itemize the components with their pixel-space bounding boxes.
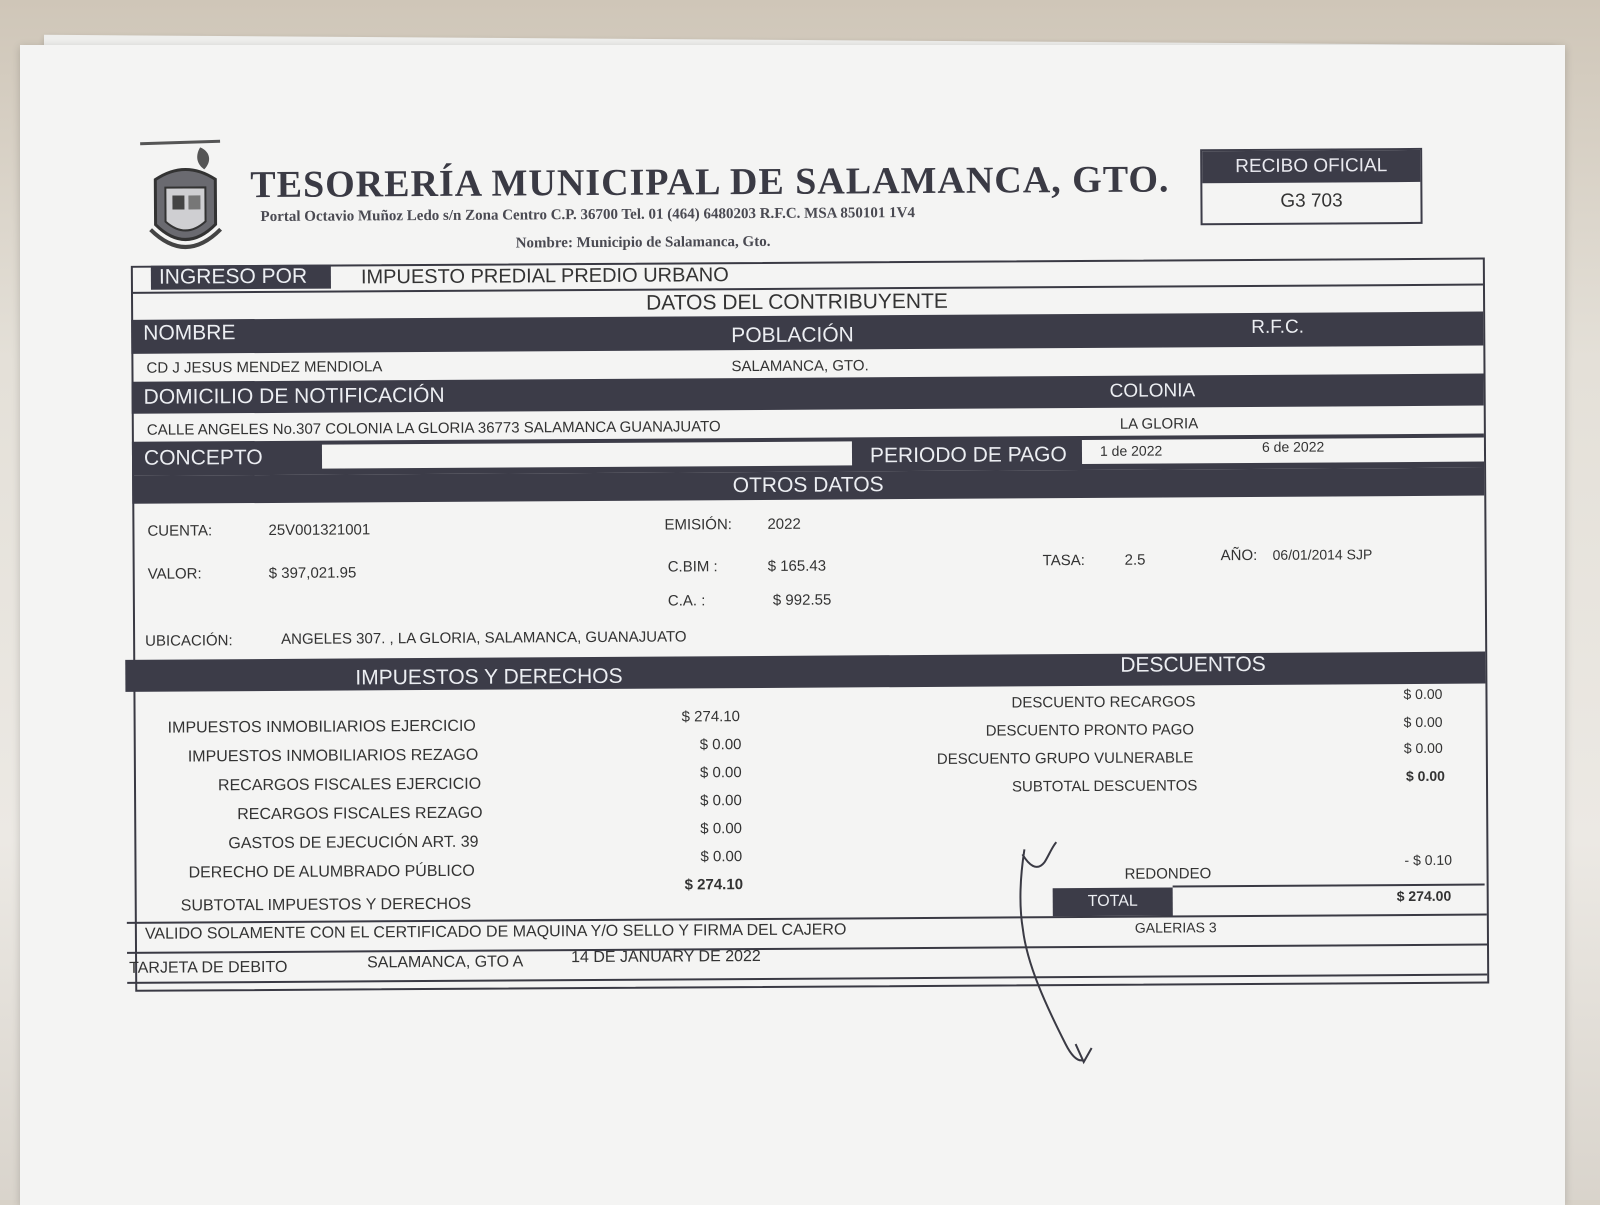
cbim-value: $ 165.43 <box>767 557 827 575</box>
total-value: $ 274.00 <box>1396 887 1452 905</box>
issue-date: 14 DE JANUARY DE 2022 <box>571 947 761 967</box>
tax-row-label: GASTOS DE EJECUCIÓN ART. 39 <box>228 833 479 853</box>
location-value: ANGELES 307. , LA GLORIA, SALAMANCA, GUANAJUATO <box>281 628 687 648</box>
taxpayer-population: SALAMANCA, GTO. <box>731 357 869 376</box>
period-from: 1 de 2022 <box>1099 442 1163 459</box>
official-receipt-box <box>1200 148 1422 225</box>
tax-row-label: IMPUESTOS INMOBILIARIOS EJERCICIO <box>167 717 476 737</box>
tax-row-value: $ 274.10 <box>681 708 741 726</box>
emission-label: EMISIÓN: <box>664 516 732 534</box>
notification-address: CALLE ANGELES No.307 COLONIA LA GLORIA 36773 SALAMANCA GUANAJUATO <box>146 418 721 439</box>
name-label: NOMBRE <box>143 321 236 345</box>
tax-row-label: DERECHO DE ALUMBRADO PÚBLICO <box>188 862 475 882</box>
discount-subtotal-value: $ 0.00 <box>1405 767 1445 785</box>
treasury-name-line: Nombre: Municipio de Salamanca, Gto. <box>515 233 771 252</box>
official-receipt-label: RECIBO OFICIAL <box>1202 150 1420 183</box>
rate-value: 2.5 <box>1124 551 1146 569</box>
treasury-address: Portal Octavio Muñoz Ledo s/n Zona Centro C.P. 36700 Tel. 01 (464) 6480203 R.F.C. MSA 850101 1V4 <box>260 205 916 226</box>
concept-label: CONCEPTO <box>143 446 263 470</box>
tax-row-value: $ 0.00 <box>700 820 743 838</box>
payment-method: TARJETA DE DEBITO <box>129 958 288 977</box>
taxpayer-section-title: DATOS DEL CONTRIBUYENTE <box>645 289 948 315</box>
official-receipt-number: G3 703 <box>1280 190 1343 212</box>
total-label: TOTAL <box>1087 892 1138 910</box>
rate-label: TASA: <box>1042 551 1085 570</box>
ca-label: C.A. : <box>667 592 706 610</box>
value-label: VALOR: <box>147 565 202 583</box>
cashier-location: GALERIAS 3 <box>1134 919 1217 936</box>
discount-row-label: DESCUENTO PRONTO PAGO <box>985 721 1195 740</box>
payment-period-label: PERIODO DE PAGO <box>869 443 1067 468</box>
other-data-title: OTROS DATOS <box>732 473 884 498</box>
taxes-title: IMPUESTOS Y DERECHOS <box>355 664 623 690</box>
treasury-title: TESORERÍA MUNICIPAL DE SALAMANCA, GTO. <box>250 158 1170 207</box>
year-label: AÑO: <box>1220 546 1258 565</box>
tax-row-value: $ 0.00 <box>699 736 742 754</box>
tax-row-label: RECARGOS FISCALES REZAGO <box>237 804 483 824</box>
tax-row-value: $ 0.00 <box>700 848 743 866</box>
discount-row-value: $ 0.00 <box>1403 685 1443 703</box>
discount-subtotal-label: SUBTOTAL DESCUENTOS <box>1011 777 1198 796</box>
cbim-label: C.BIM : <box>667 558 718 576</box>
account-value: 25V001321001 <box>268 521 371 539</box>
income-by-label: INGRESO POR <box>151 265 331 290</box>
rounding-label: REDONDEO <box>1124 865 1212 883</box>
discounts-title: DESCUENTOS <box>1120 652 1266 677</box>
place-label: SALAMANCA, GTO A <box>367 953 524 972</box>
discount-row-value: $ 0.00 <box>1403 739 1443 757</box>
ca-value: $ 992.55 <box>772 591 832 609</box>
tax-row-value: $ 0.00 <box>700 792 742 810</box>
taxpayer-name: CD J JESUS MENDEZ MENDIOLA <box>146 358 383 377</box>
discount-row-value: $ 0.00 <box>1403 713 1443 731</box>
year-value: 06/01/2014 SJP <box>1272 546 1373 563</box>
colony-label: COLONIA <box>1109 380 1196 402</box>
tax-row-value: $ 0.00 <box>699 764 742 782</box>
tax-row-label: IMPUESTOS INMOBILIARIOS REZAGO <box>187 746 479 766</box>
tax-subtotal-value: $ 274.10 <box>684 876 744 894</box>
period-to: 6 de 2022 <box>1261 438 1325 455</box>
rounding-value: - $ 0.10 <box>1404 851 1453 869</box>
coat-of-arms-seal <box>140 139 231 260</box>
discount-row-label: DESCUENTO GRUPO VULNERABLE <box>936 749 1194 768</box>
notification-address-label: DOMICILIO DE NOTIFICACIÓN <box>143 383 445 409</box>
income-by-value: IMPUESTO PREDIAL PREDIO URBANO <box>360 264 729 289</box>
validity-note: VALIDO SOLAMENTE CON EL CERTIFICADO DE MAQUINA Y/O SELLO Y FIRMA DEL CAJERO <box>144 921 847 943</box>
emission-value: 2022 <box>767 515 801 533</box>
account-label: CUENTA: <box>147 522 213 540</box>
concept-field <box>322 441 852 468</box>
property-value: $ 397,021.95 <box>268 564 357 582</box>
location-label: UBICACIÓN: <box>145 632 233 650</box>
rfc-label: R.F.C. <box>1251 316 1305 338</box>
colony-value: LA GLORIA <box>1119 415 1199 433</box>
tax-subtotal-label: SUBTOTAL IMPUESTOS Y DERECHOS <box>180 895 472 915</box>
population-label: POBLACIÓN <box>731 323 854 348</box>
receipt <box>100 121 1515 1010</box>
handwritten-signature <box>1004 834 1135 1075</box>
tax-row-label: RECARGOS FISCALES EJERCICIO <box>217 775 482 795</box>
discount-row-label: DESCUENTO RECARGOS <box>1011 693 1196 712</box>
